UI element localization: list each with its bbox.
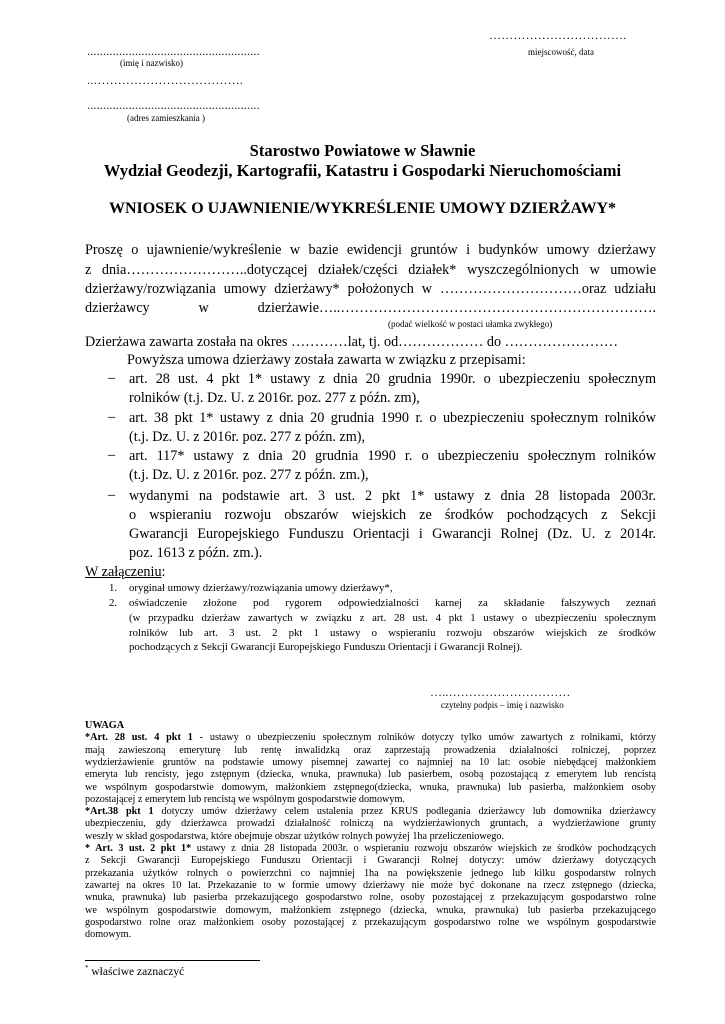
attachment-2-line-2: (w przypadku dzierżaw zawartych w związku z art. 28 ust. 4 pkt 1 ustawy o ubezpieczeniu społecznym [129, 612, 656, 624]
bullet-4-line-1: wydanymi na podstawie art. 3 ust. 2 pkt 1* ustawy z dnia 28 listopada 2003r. [129, 488, 656, 504]
note-3-line-7: gospodarstwo rolne oraz małżonkiem osoby pozostającej z przekazującym gospodarstwo rolne we wspólnym gospodarstwie [85, 917, 656, 928]
bullet-4-line-3: Gwarancji Europejskiego Funduszu Orientacji i Gwarancji Rolnej (Dz. U. z 2014r. [129, 526, 656, 542]
note-1-line-6: pozostającej z emerytem lub rencistą we wspólnym gospodarstwie domowym. [85, 794, 405, 805]
body-line-2: z dnia……………………..dotyczącej działek/części działek* wyszczególnionych w umowie [85, 262, 656, 278]
place-date-label: miejscowość, data [528, 47, 594, 57]
attachment-2-line-1: oświadczenie złożone pod rygorem odpowiedzialności karnej za składanie fałszywych zeznań [129, 597, 656, 609]
address-line-1: ..………………………………. [87, 73, 243, 87]
note-1-ref: *Art. 28 ust. 4 pkt 1 [85, 732, 193, 743]
note-1-line-1: *Art. 28 ust. 4 pkt 1 - ustawy o ubezpieczeniu społecznym rolników dotyczy tylko umów zawartych z rolnikami, którzy [85, 732, 656, 743]
address-label: (adres zamieszkania ) [127, 113, 205, 123]
name-line: ...................................................... [87, 44, 260, 58]
footnote-text: właściwe zaznaczyć [88, 965, 185, 978]
note-1-line-5: we wspólnym gospodarstwie domowym, małżonkiem zstępnego(dziecka, wnuka, prawnuka) lub pasierba, małżonkiem osoby [85, 782, 656, 793]
notes-heading: UWAGA [85, 720, 125, 731]
bullet-4-line-2: o wspieraniu rozwoju obszarów wiejskich ze środków pochodzących z Sekcji [129, 507, 656, 523]
footnote-separator [85, 960, 260, 961]
place-date-line: ……………………………. [489, 28, 627, 42]
attachment-1-text: oryginał umowy dzierżawy/rozwiązania umowy dzierżawy*, [129, 582, 393, 594]
note-3-ref: * Art. 3 ust. 2 pkt 1* [85, 843, 192, 854]
note-3-line-2: z Sekcji Gwarancji Europejskiego Funduszu Orientacji i Gwarancji Rolnej dotyczy: umów dzierżawy dotyczących [85, 855, 656, 866]
bullet-2-line-1: art. 38 pkt 1* ustawy z dnia 20 grudnia 1990 r. o ubezpieczeniu społecznym rolników [129, 410, 656, 426]
attachments-heading-colon: : [161, 564, 166, 580]
bullet-dash: – [108, 447, 116, 463]
fraction-note: (podać wielkość w postaci ułamka zwykłego) [388, 319, 553, 329]
note-2-ref: *Art.38 pkt 1 [85, 806, 154, 817]
bullet-3-line-1: art. 117* ustawy z dnia 20 grudnia 1990 r. o ubezpieczeniu społecznym rolników [129, 448, 656, 464]
footnote-mark: * [85, 964, 89, 972]
bullet-4-line-4: poz. 1613 z późn. zm.). [129, 545, 263, 561]
name-label: (imię i nazwisko) [120, 58, 183, 68]
note-3-line-4: zawartej na okres 10 lat. Przekazanie to w formie umowy dzierżawy nie może być dokonane na rzecz zstępnego (dziecka, [85, 880, 656, 891]
note-3-line-6: we wspólnym gospodarstwie domowym, małżonkiem zstępnego (dziecka, wnuka, prawnuka) lub pasierba przekazującego [85, 905, 656, 916]
attachments-heading-text: W załączeniu [85, 564, 162, 580]
attachment-2-line-4: pochodzących z Sekcji Gwarancji Europejskiego Funduszu Orientacji i Gwarancji Rolnej). [129, 641, 523, 653]
bullet-1-line-2: rolników (t.j. Dz. U. z 2016r. poz. 277 z późn. zm), [129, 390, 420, 406]
footnote [85, 964, 184, 978]
office-department: Wydział Geodezji, Kartografii, Katastru i Gospodarki Nieruchomościami [103, 161, 622, 180]
bullet-dash: – [108, 487, 116, 503]
bullet-dash: – [108, 409, 116, 425]
signature-line: …..………………………… [430, 685, 571, 699]
note-3-line-3: przekazania użytków rolnych o powierzchni co najmniej 1ha na powiększenie jednego lub kilku gospodarstw rolnych [85, 868, 656, 879]
office-name: Starostwo Powiatowe w Sławnie [249, 141, 476, 160]
note-1-line-4: emeryta lub rencisty, jego zstępnym (dziecka, wnuka, prawnuka) lub pasierbem, osobą pozostającą z emerytem lub rencistą [85, 769, 656, 780]
note-3-line-8: domowym. [85, 929, 132, 940]
note-2-line-2: ubezpieczeniu, gdy dzierżawca prowadzi działalność rolniczą na wydzierżawionych gruntach, a wydzierżawione grunty [85, 818, 656, 829]
attachment-2-line-3: rolników lub art. 3 ust. 2 pkt 1 ustawy o wspieraniu rozwoju obszarów wiejskich ze środków [129, 627, 656, 639]
body-line-4: dzierżawcy w dzierżawie…..…………………………………………………………. [85, 300, 656, 316]
bullet-1-line-1: art. 28 ust. 4 pkt 1* ustawy z dnia 20 grudnia 1990r. o ubezpieczeniu społecznym [129, 371, 656, 387]
note-3-line-1: * Art. 3 ust. 2 pkt 1* ustawy z dnia 28 listopada 2003r. o wspieraniu rozwoju obszarów wiejskich ze środków pochodzących [85, 843, 656, 854]
address-line-2: ...................................................... [87, 98, 260, 112]
document-title: WNIOSEK O UJAWNIENIE/WYKREŚLENIE UMOWY DZIERŻAWY* [108, 200, 617, 217]
body-line-3: dzierżawy/rozwiązania umowy dzierżawy* położonych w …………………………oraz udziału [85, 281, 656, 297]
bullet-dash: – [108, 370, 116, 386]
note-1-line-2: mają zawieszoną emeryturę lub rentę inwalidzką oraz zaprzestają prowadzenia działalności rolniczej, poprzez [85, 745, 656, 756]
attachments-heading [85, 563, 166, 581]
bullet-2-line-2: (t.j. Dz. U. z 2016r. poz. 277 z późn. zm), [129, 429, 366, 445]
regulations-intro: Powyższa umowa dzierżawy została zawarta w związku z przepisami: [127, 352, 526, 368]
note-2-line-3: weszły w skład gospodarstwa, które obejmuje obszar użytków rolnych powyżej 1ha przeliczeniowego. [85, 831, 504, 842]
bullet-3-line-2: (t.j. Dz. U. z 2016r. poz. 277 z późn. zm.), [129, 467, 369, 483]
attachment-1-number: 1. [109, 582, 118, 594]
attachment-2-number: 2. [109, 597, 118, 609]
lease-period-line: Dzierżawa zawarta została na okres …………lat, tj. od……………… do …………………… [85, 334, 619, 350]
signature-label: czytelny podpis – imię i nazwisko [441, 700, 564, 710]
note-3-line-5: wnuka, prawnuka) lub pasierba przekazującego gospodarstwo rolne, osoby pozostającej z przekazującym gospodarstwo rolne [85, 892, 656, 903]
note-2-line-1: *Art.38 pkt 1 dotyczy umów dzierżawy celem ustalenia przez KRUS podlegania dzierżawcy lub domownika dzierżawcy [85, 806, 656, 817]
note-1-line-3: wydzierżawienie gruntów na podstawie umowy pisemnej zawartej co najmniej na 10 lat: osobie niebędącej małżonkiem [85, 757, 656, 768]
body-line-1: Proszę o ujawnienie/wykreślenie w bazie ewidencji gruntów i budynków umowy dzierżawy [85, 242, 656, 258]
